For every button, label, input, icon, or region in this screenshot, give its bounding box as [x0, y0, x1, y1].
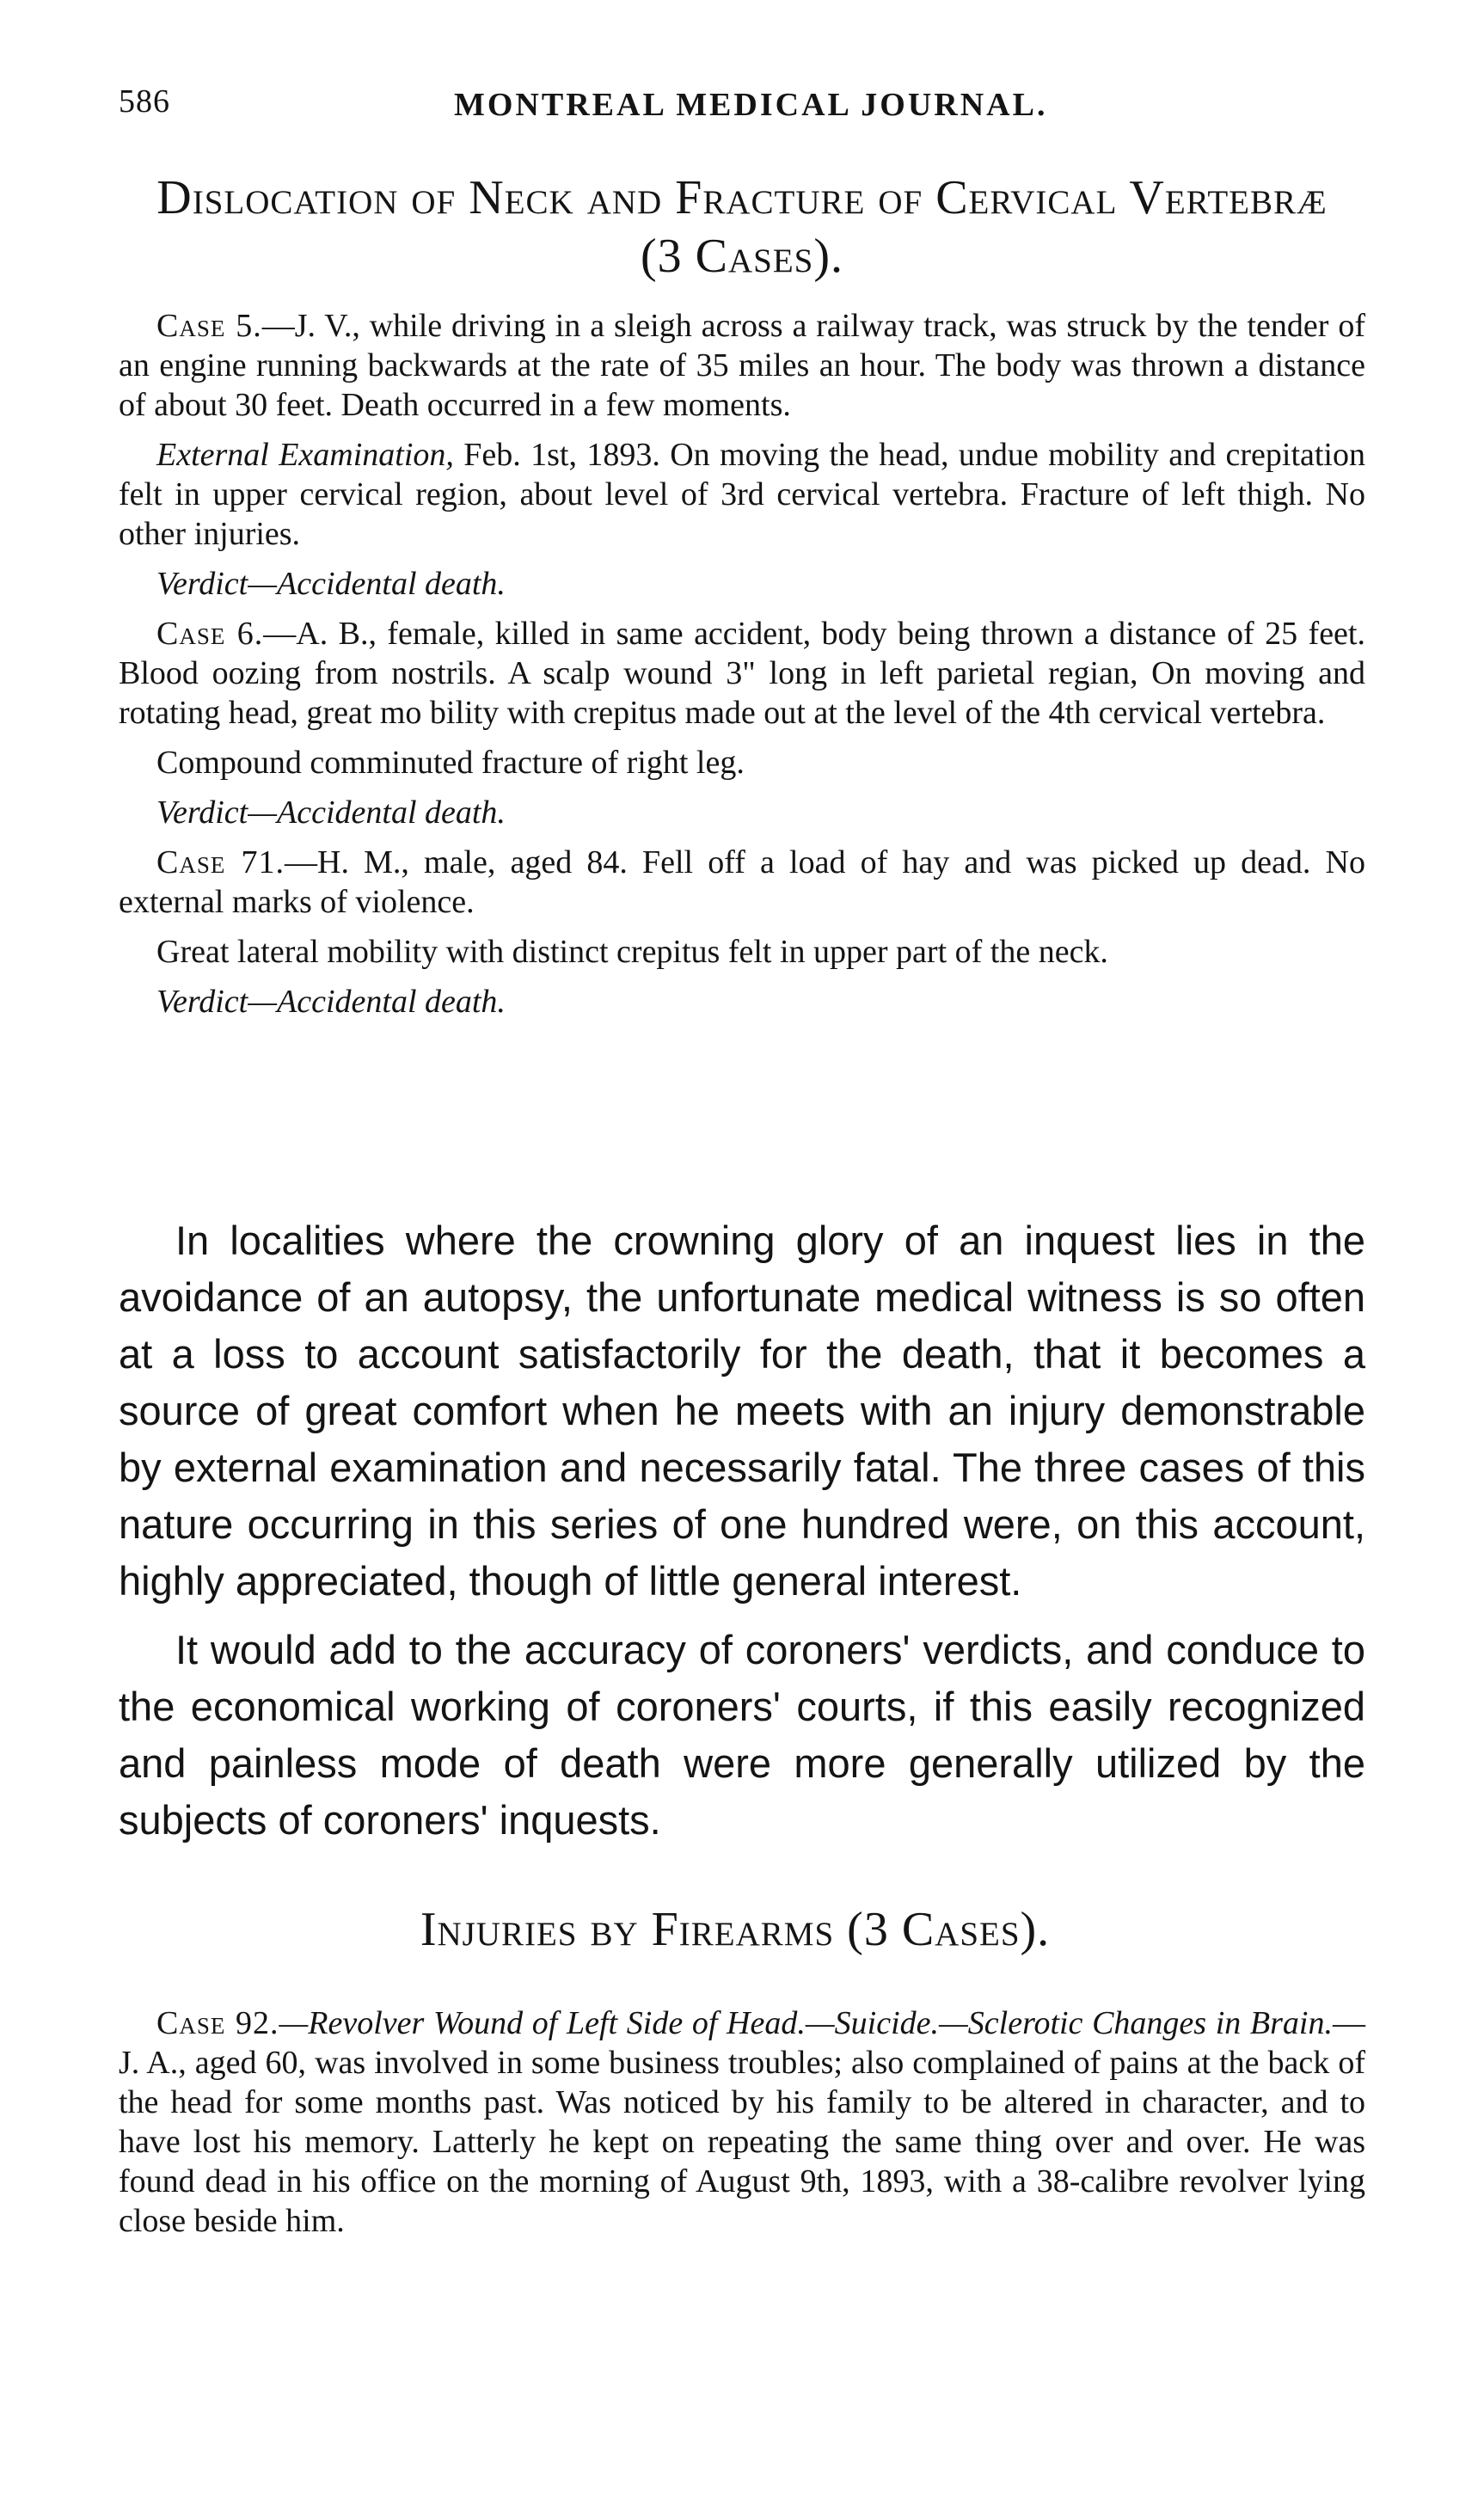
- case-71-label: Case 71.: [156, 844, 285, 880]
- case-71-paragraph: [119, 843, 1365, 922]
- case-reports-block: [119, 306, 1365, 1022]
- case-71-verdict: Verdict—Accidental death.: [156, 984, 506, 1020]
- page-number: 586: [119, 83, 170, 120]
- case-92-title: —Revolver Wound of Left Side of Head.—Suicide.—Sclerotic Changes in Brain.: [279, 2005, 1333, 2041]
- case-6-paragraph: [119, 614, 1365, 733]
- case-5-verdict: Verdict—Accidental death.: [156, 566, 506, 602]
- section-heading-firearms: Injuries by Firearms (3 Cases).: [420, 1903, 1051, 1956]
- case-71-text-2: Great lateral mobility with distinct crepitus felt in upper part of the neck.: [156, 934, 1108, 970]
- case-5-exam-text: Feb. 1st, 1893. On moving the head, undue mobility and crepitation felt in upper cervical region, about level of 3rd cervical vertebra. Fracture of left thigh. No other injuries.: [119, 437, 1365, 552]
- case-5-exam-label: External Examination,: [156, 437, 454, 473]
- commentary-block: [119, 1212, 1365, 1849]
- commentary-paragraph-2: It would add to the accuracy of coroners' verdicts, and conduce to the economical working of coroners' courts, if this easily recognized and painless mode of death were more generally utilized by the subjects of coroners' inquests.: [119, 1627, 1365, 1843]
- case-92-block: [119, 2003, 1365, 2241]
- case-6-text-2: Compound comminuted fracture of right leg.: [156, 745, 745, 781]
- case-71-text: —H. M., male, aged 84. Fell off a load of hay and was picked up dead. No external marks of violence.: [119, 844, 1365, 920]
- case-92-label: Case 92.: [156, 2005, 279, 2041]
- section-heading-dislocation: [86, 169, 1398, 285]
- case-5-exam-paragraph: [119, 435, 1365, 554]
- case-6-verdict: Verdict—Accidental death.: [156, 794, 506, 831]
- case-6-text: —A. B., female, killed in same accident, body being thrown a distance of 25 feet. Blood oozing from nostrils. A scalp wound 3" long in left parietal regian, On moving and rotating head, great mo bility with crepitus made out at the level of the 4th cervical vertebra.: [119, 616, 1365, 731]
- section-heading-line-1: Dislocation of Neck and Fracture of Cervical Vertebræ: [156, 171, 1328, 224]
- case-92-text: —J. A., aged 60, was involved in some business troubles; also complained of pains at the back of the head for some months past. Was noticed by his family to be altered in character, and to have lost his memory. Latterly he kept on repeating the same thing over and over. He was found dead in his office on the morning of August 9th, 1893, with a 38-calibre revolver lying close beside him.: [119, 2005, 1365, 2239]
- case-92-paragraph: [119, 2003, 1365, 2241]
- case-5-text: —J. V., while driving in a sleigh across a railway track, was struck by the tender of an engine running backwards at the rate of 35 miles an hour. The body was thrown a distance of about 30 feet. Death occurred in a few moments.: [119, 308, 1365, 423]
- case-5-label: Case 5.: [156, 308, 262, 344]
- case-5-paragraph: [119, 306, 1365, 425]
- commentary-paragraph-1: In localities where the crowning glory of an inquest lies in the avoidance of an autopsy, the unfortunate medical witness is so often at a loss to account satisfactorily for the death, that it becomes a source of great comfort when he meets with an injury demonstrable by external examination and necessarily fatal. The three cases of this nature occurring in this series of one hundred were, on this account, highly appreciated, though of little general interest.: [119, 1218, 1365, 1604]
- journal-title: MONTREAL MEDICAL JOURNAL.: [454, 87, 1048, 123]
- section-heading-line-2: (3 Cases).: [640, 230, 843, 283]
- case-6-label: Case 6.: [156, 616, 264, 652]
